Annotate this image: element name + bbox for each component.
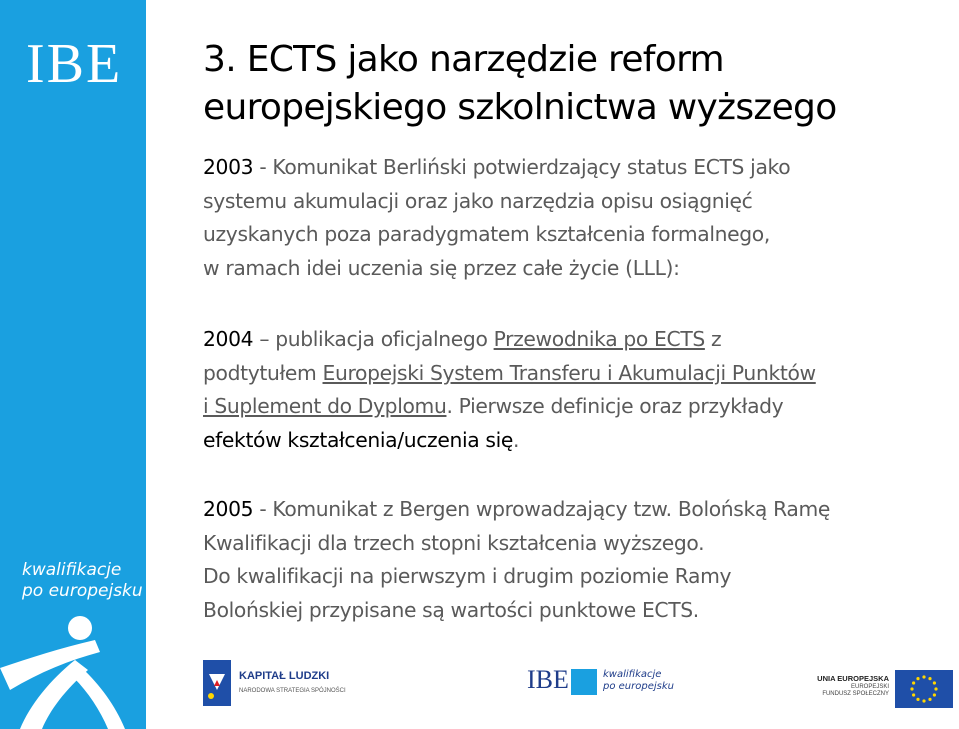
kapital-ludzki-title: KAPITAŁ LUDZKI [239, 670, 330, 682]
ibe-footer-tagline-line2: po europejsku [603, 681, 674, 692]
brand-tagline [22, 560, 143, 602]
brand-tagline-line2: po europejsku [22, 581, 143, 601]
slide-title [203, 36, 943, 132]
eu-subtitle [822, 684, 889, 698]
eu-subtitle-line2: FUNDUSZ SPOŁECZNY [822, 691, 889, 697]
ibe-logo: IBE [26, 33, 123, 95]
paragraph-line: Bolońskiej przypisane są wartości punktowe ECTS. [203, 597, 699, 622]
text-segment: – publikacja oficjalnego [253, 327, 494, 351]
eu-title: UNIA EUROPEJSKA [817, 674, 889, 683]
link-ects-subtitle[interactable]: Europejski System Transferu i Akumulacji Punktów [322, 360, 816, 385]
paragraph-2005 [203, 493, 951, 627]
paragraph-line [203, 357, 951, 391]
paragraph-line: uzyskanych poza paradygmatem kształcenia formalnego, [203, 222, 770, 246]
paragraph-line: systemu akumulacji oraz jako narzędzia opisu osiągnięć [203, 188, 753, 213]
paragraph-line [203, 323, 951, 357]
kapital-ludzki-subtitle: NARODOWA STRATEGIA SPÓJNOŚCI [239, 688, 346, 694]
text-segment: z [704, 327, 722, 351]
paragraph-2003 [203, 151, 951, 285]
sidebar [0, 0, 146, 729]
eu-flag-icon [895, 670, 953, 708]
link-diploma-supplement[interactable]: i Suplement do Dyplomu [203, 394, 447, 418]
text-segment: . [513, 427, 520, 452]
slide-title-line2: europejskiego szkolnictwa wyższego [203, 87, 837, 128]
running-figure-icon [0, 610, 146, 729]
ibe-footer-wordmark: IBE [527, 665, 569, 694]
year-2004: 2004 [203, 327, 254, 351]
paragraph-2004 [203, 323, 951, 457]
slide-title-line1: 3. ECTS jako narzędzie reform [203, 39, 724, 80]
text-segment: - Komunikat Berliński potwierdzający status ECTS jako [253, 155, 791, 179]
paragraph-line [203, 151, 951, 185]
learning-outcomes-phrase: efektów kształcenia/uczenia się [203, 427, 514, 452]
ibe-footer-tagline-line1: kwalifikacje [603, 669, 662, 680]
brand-tagline-line1: kwalifikacje [22, 560, 122, 580]
paragraph-line: w ramach idei uczenia się przez całe życie (LLL): [203, 255, 680, 280]
paragraph-line [203, 424, 951, 458]
link-ects-guide[interactable]: Przewodnika po ECTS [493, 327, 705, 351]
text-segment: podtytułem [203, 360, 323, 385]
eu-logo [817, 668, 955, 704]
text-segment: . Pierwsze definicje oraz przykłady [446, 394, 784, 418]
year-2005: 2005 [203, 497, 254, 521]
paragraph-line [203, 390, 951, 424]
year-2003: 2003 [203, 155, 254, 179]
eu-subtitle-line1: EUROPEJSKI [850, 684, 889, 690]
paragraph-line [203, 493, 951, 527]
kapital-ludzki-logo [203, 660, 353, 706]
kapital-ludzki-mark-icon [203, 660, 231, 706]
text-segment: - Komunikat z Bergen wprowadzający tzw. Bolońską Ramę [253, 497, 830, 521]
ibe-footer-mark-icon [571, 669, 597, 695]
paragraph-line: Kwalifikacji dla trzech stopni kształcenia wyższego. [203, 530, 705, 555]
paragraph-line: Do kwalifikacji na pierwszym i drugim poziomie Ramy [203, 564, 732, 588]
